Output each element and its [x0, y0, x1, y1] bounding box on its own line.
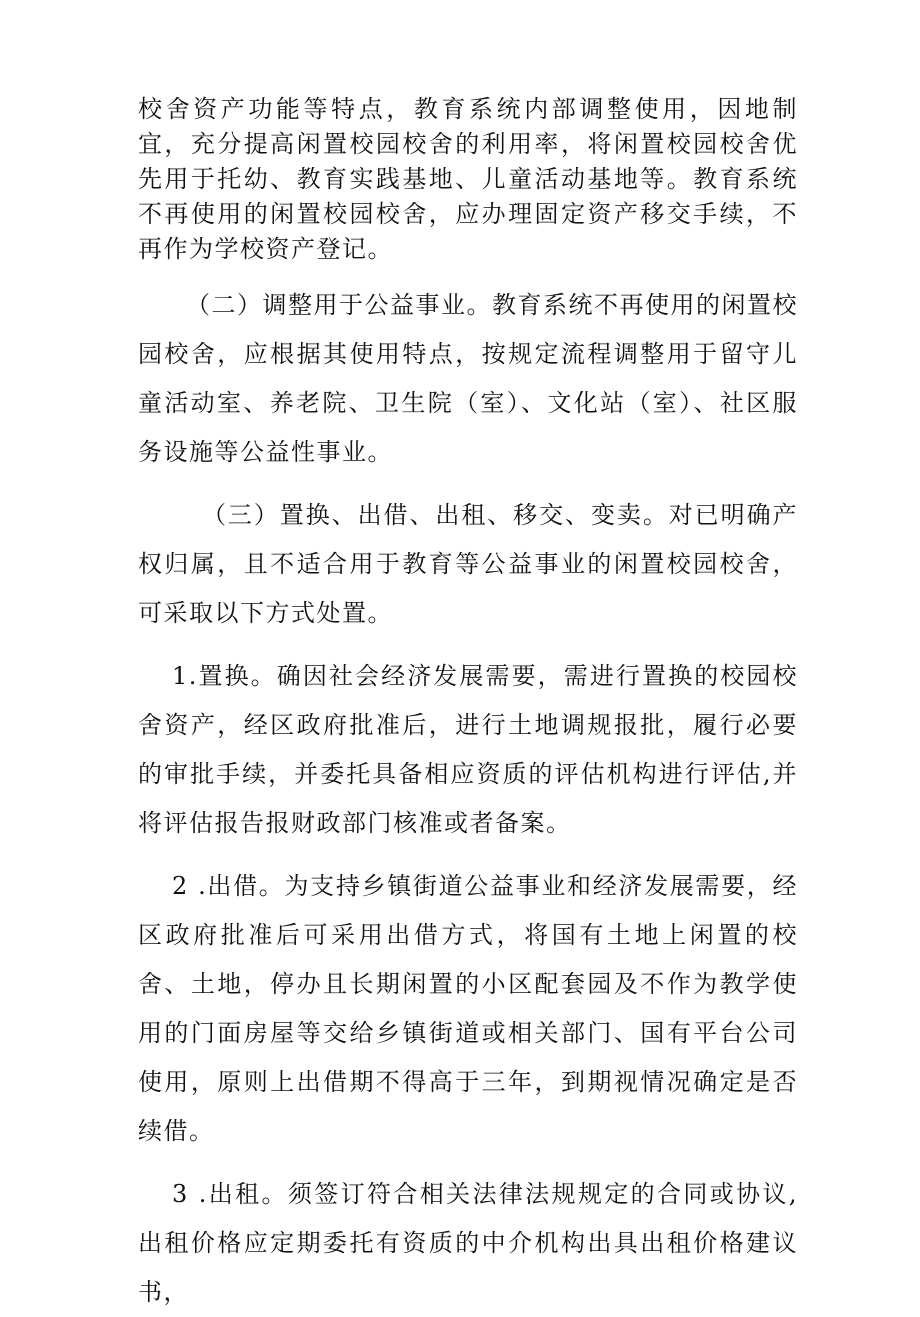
paragraph-item-replacement: 1.置换。确因社会经济发展需要，需进行置换的校园校舍资产，经区政府批准后，进行土地调规报批，履行必要的审批手续，并委托具备相应资质的评估机构进行评估,并将评估报告报财政部门核准或者备案。	[138, 662, 798, 837]
paragraph-section-three: （三）置换、出借、出租、移交、变卖。对已明确产权归属，且不适合用于教育等公益事业的闲置校园校舍，可采取以下方式处置。	[138, 501, 798, 627]
paragraph-continuation: 校舍资产功能等特点，教育系统内部调整使用，因地制宜，充分提高闲置校园校舍的利用率，将闲置校园校舍优先用于托幼、教育实践基地、儿童活动基地等。教育系统不再使用的闲置校园校舍，应办理固定资产移交手续，不再作为学校资产登记。	[138, 95, 798, 263]
paragraph-item-lending: 2 .出借。为支持乡镇街道公益事业和经济发展需要，经区政府批准后可采用出借方式，将国有土地上闲置的校舍、土地，停办且长期闲置的小区配套园及不作为教学使用的门面房屋等交给乡镇街道或相关部门、国有平台公司使用，原则上出借期不得高于三年，到期视情况确定是否续借。	[138, 872, 798, 1145]
paragraph-section-two: （二）调整用于公益事业。教育系统不再使用的闲置校园校舍，应根据其使用特点，按规定流程调整用于留守儿童活动室、养老院、卫生院（室）、文化站（室）、社区服务设施等公益性事业。	[138, 291, 798, 466]
paragraph-item-leasing: 3 .出租。须签订符合相关法律法规规定的合同或协议,出租价格应定期委托有资质的中介机构出具出租价格建议书，	[138, 1180, 798, 1306]
document-body	[138, 92, 798, 1317]
